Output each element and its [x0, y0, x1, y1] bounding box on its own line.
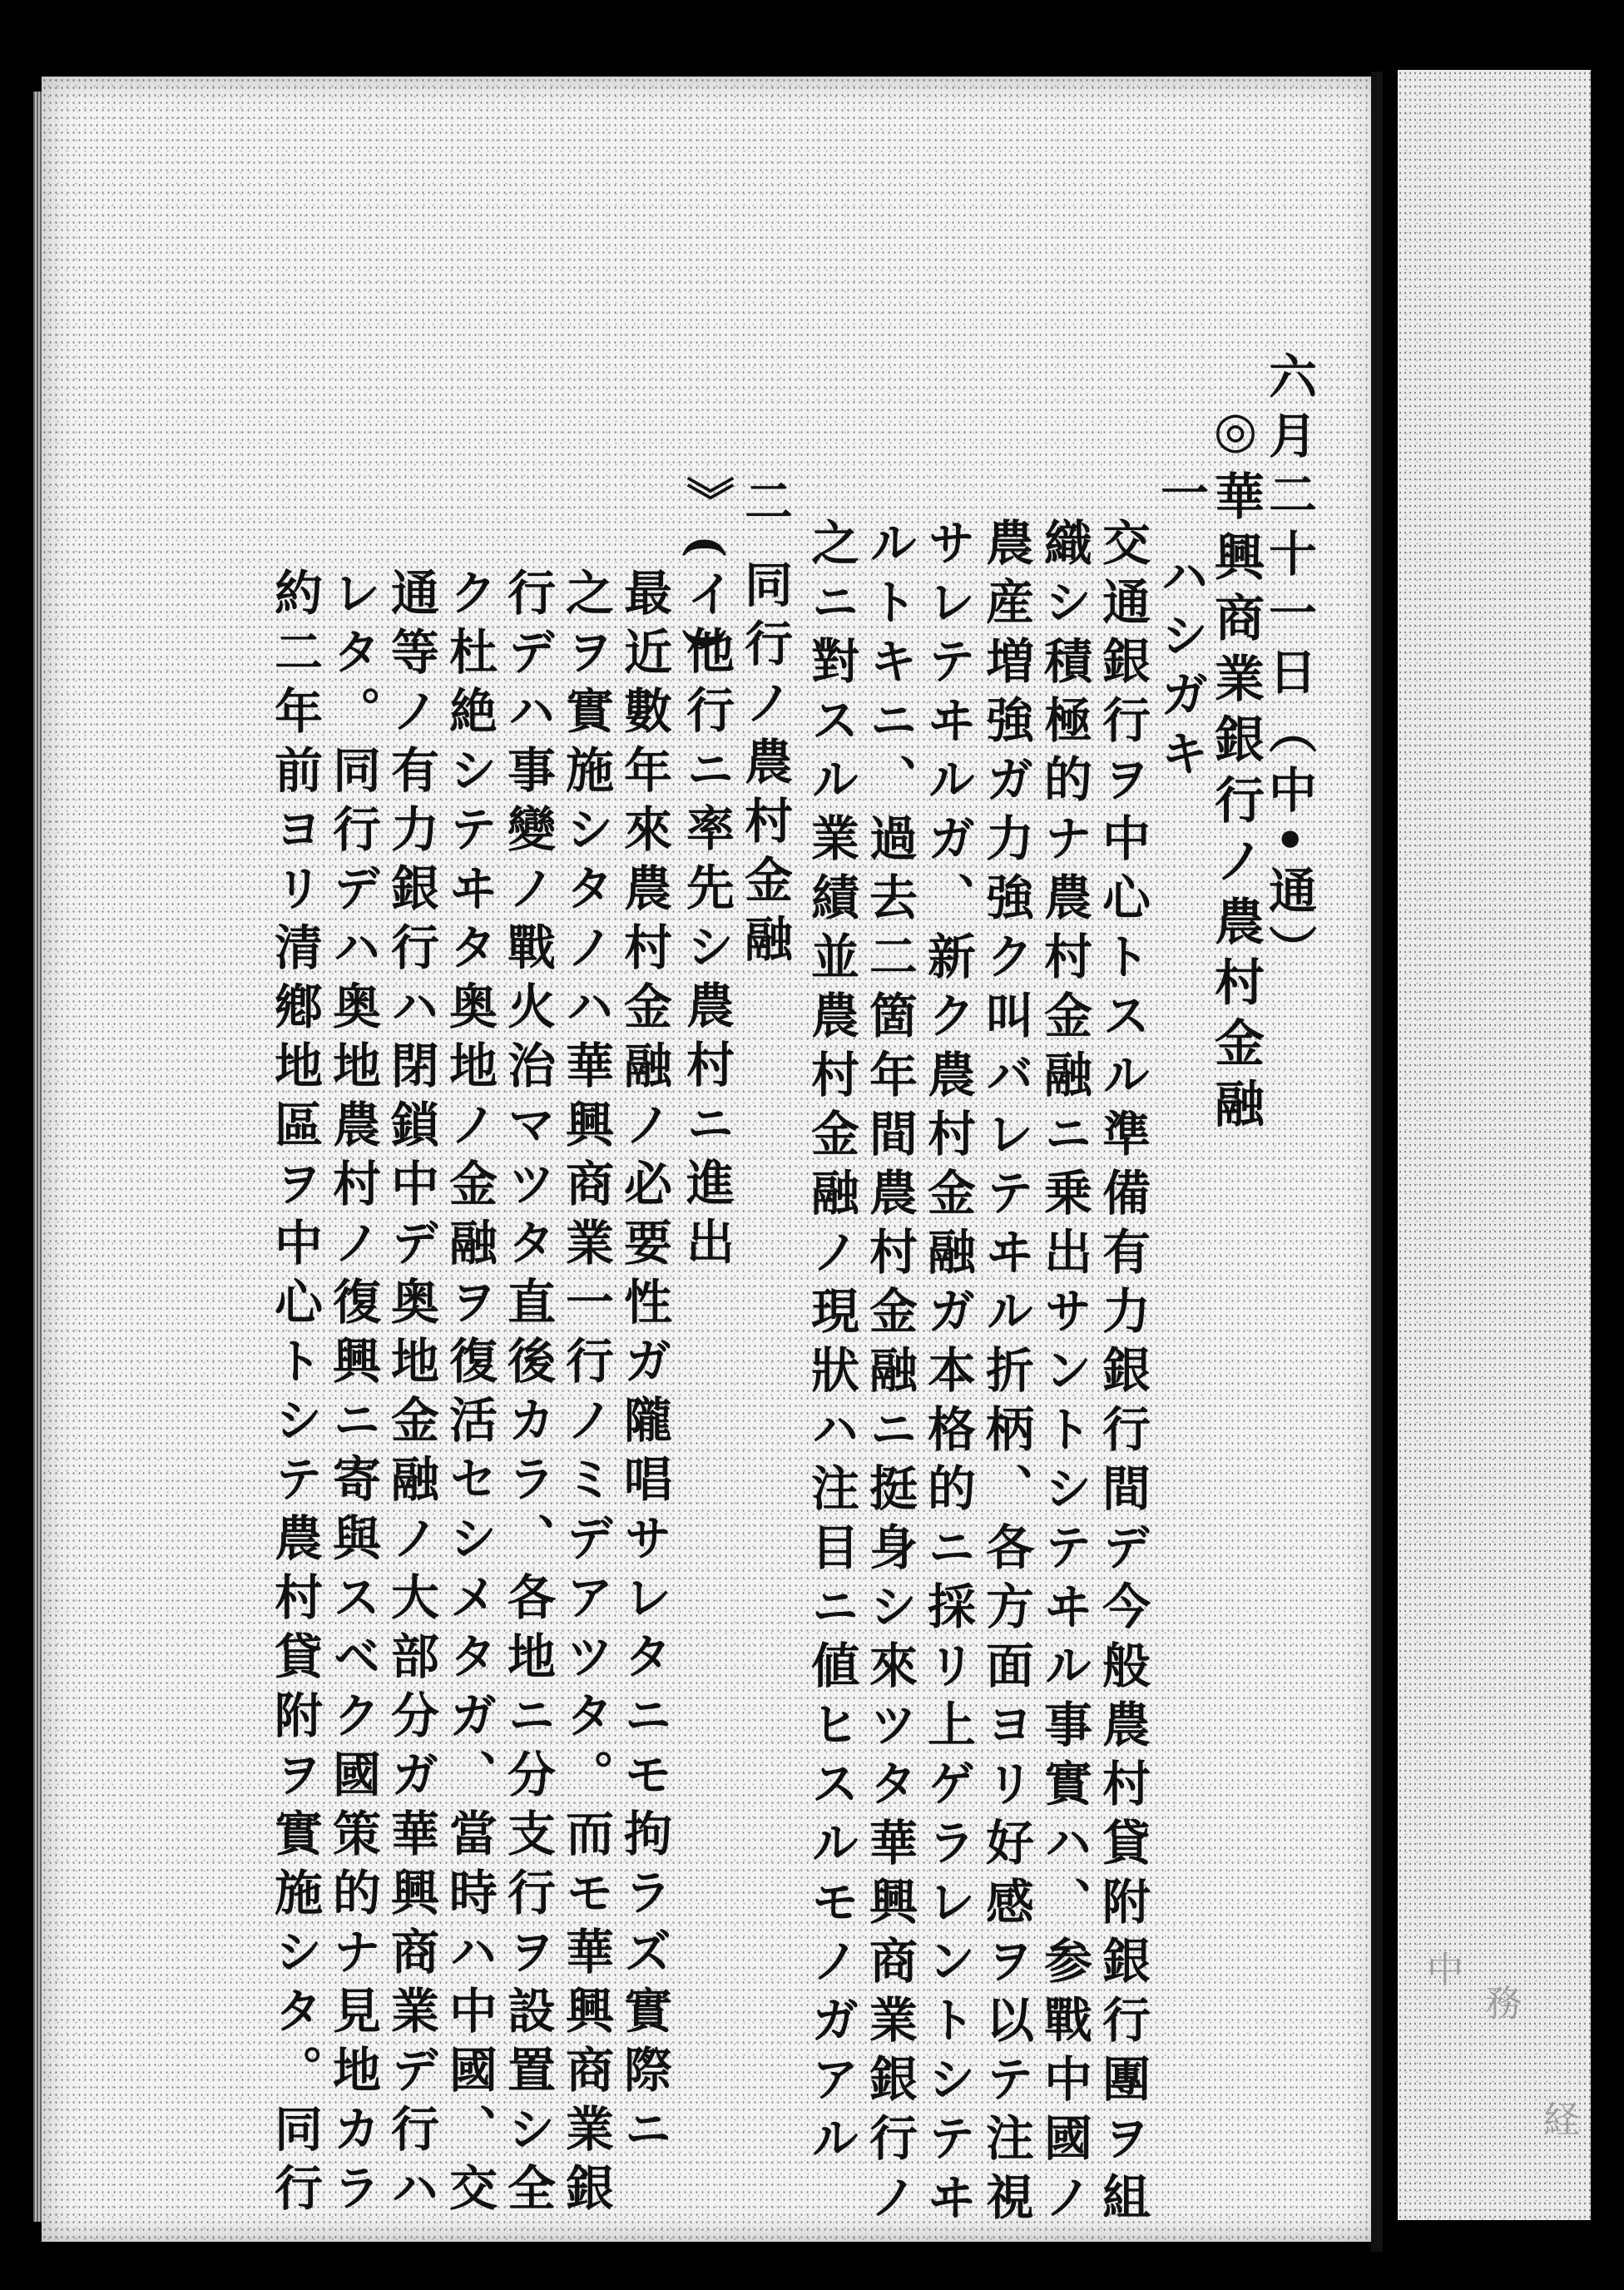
body-line-1: 交通銀行ヲ中心トスル準備有力銀行間デ今般農村貸附銀行團ヲ組 [1094, 518, 1151, 2231]
section-one-title: ハシガキ [1152, 551, 1209, 787]
date-line: 六月二十一日（中•通） [1260, 351, 1317, 984]
article-heading: ◎華興商業銀行ノ農村金融 [1206, 401, 1265, 1138]
body-line-4: サレテヰルガ、新ク農村金融ガ本格的ニ採リ上ゲラレントシテヰ [919, 518, 976, 2231]
section-one-marker: 一 [1152, 468, 1209, 527]
body-line-3: 農産増強ガ力強ク叫バレテヰル折柄、各方面ヨリ好感ヲ以テ注視 [978, 518, 1034, 2231]
subsection-marker: 》(イ) [678, 476, 735, 662]
document-page [42, 77, 1381, 2242]
section-two-marker: 二 [736, 476, 793, 535]
body-line-6: 之ニ對スル業績並農村金融ノ現狀ハ注目ニ値ヒスルモノガアル [803, 518, 859, 2172]
subsection-line-2: 之ヲ實施シタノハ華興商業一行ノミデアツタ。而モ華興商業銀 [557, 568, 614, 2222]
page-divider [1371, 72, 1383, 2252]
subsection-title: 他行ニ率先シ農村ニ進出 [678, 626, 735, 1276]
body-line-5: ルトキニ、過去二箇年間農村金融ニ挺身シ來ツタ華興商業銀行ノ [861, 518, 918, 2231]
subsection-line-7: 約二年前ヨリ清鄕地區ヲ中心トシテ農村貸附ヲ實施シタ。同行 [266, 568, 323, 2222]
body-line-2: 織シ積極的ナ農村金融ニ乗出サントシテヰル事實ハ、参戰中國ノ [1036, 518, 1092, 2231]
adjacent-fragment-1: 中 [1420, 1950, 1463, 1999]
adjacent-fragment-2: 務 [1478, 1984, 1521, 2032]
adjacent-page [1398, 70, 1591, 2220]
subsection-line-4: ク杜絶シテヰタ奥地ノ金融ヲ復活セシメタガ、當時ハ中國、交 [441, 568, 498, 2222]
adjacent-fragment-3: 経 [1537, 2100, 1579, 2149]
subsection-line-6: レタ。同行デハ奥地農村ノ復興ニ寄與スベク國策的ナ見地カラ [324, 568, 381, 2222]
subsection-line-5: 通等ノ有力銀行ハ閉鎖中デ奥地金融ノ大部分ガ華興商業デ行ハ [383, 568, 439, 2222]
vertical-text-body [241, 351, 1348, 2231]
subsection-line-1: 最近數年來農村金融ノ必要性ガ隴唱サレタニモ拘ラズ實際ニ [616, 568, 672, 2163]
section-two-title: 同行ノ農村金融 [736, 559, 793, 973]
subsection-line-3: 行デハ事變ノ戰火治マツタ直後カラ、各地ニ分支行ヲ設置シ全 [499, 568, 556, 2222]
